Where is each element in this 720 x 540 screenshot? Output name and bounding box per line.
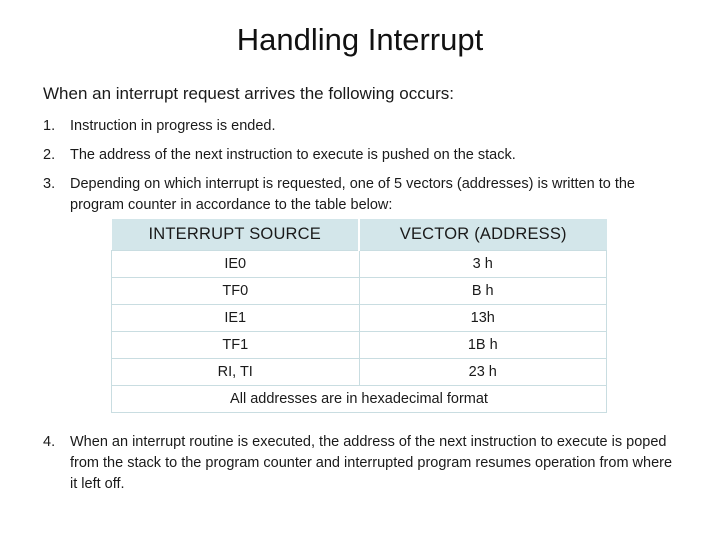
vector-cell: 1B h <box>359 332 607 359</box>
step-4 <box>43 432 678 495</box>
source-cell: TF0 <box>112 278 360 305</box>
vector-cell: 3 h <box>359 251 607 278</box>
step-number: 2. <box>43 147 56 163</box>
step-1 <box>43 116 678 137</box>
step-text: The address of the next instruction to execute is pushed on the stack. <box>70 147 516 163</box>
header-interrupt-source: INTERRUPT SOURCE <box>112 219 360 251</box>
source-cell: IE1 <box>112 305 360 332</box>
step-2 <box>43 145 678 166</box>
table-row <box>112 332 607 359</box>
table-row <box>112 305 607 332</box>
interrupt-vector-table <box>111 219 607 413</box>
source-cell: IE0 <box>112 251 360 278</box>
step-number: 4. <box>43 434 56 450</box>
step-number: 3. <box>43 176 56 192</box>
vector-cell: B h <box>359 278 607 305</box>
source-cell: RI, TI <box>112 359 360 386</box>
header-vector-address: VECTOR (ADDRESS) <box>359 219 607 251</box>
table-note-row <box>112 386 607 413</box>
table-row <box>112 251 607 278</box>
table-row <box>112 359 607 386</box>
step-text: When an interrupt routine is executed, the address of the next instruction to execute is poped from the stack to the program counter and interrupted program resumes operation from where it left off. <box>70 434 673 492</box>
table-note: All addresses are in hexadecimal format <box>112 386 607 413</box>
step-number: 1. <box>43 118 56 134</box>
step-text: Instruction in progress is ended. <box>70 118 276 134</box>
vector-cell: 23 h <box>359 359 607 386</box>
vector-cell: 13h <box>359 305 607 332</box>
table-row <box>112 278 607 305</box>
source-cell: TF1 <box>112 332 360 359</box>
intro-text: When an interrupt request arrives the following occurs: <box>43 84 455 103</box>
step-3 <box>43 174 678 216</box>
step-text: Depending on which interrupt is requested, one of 5 vectors (addresses) is written to the program counter in accordance to the table below: <box>70 176 635 213</box>
slide-title: Handling Interrupt <box>236 22 484 57</box>
table-header-row <box>112 219 607 251</box>
